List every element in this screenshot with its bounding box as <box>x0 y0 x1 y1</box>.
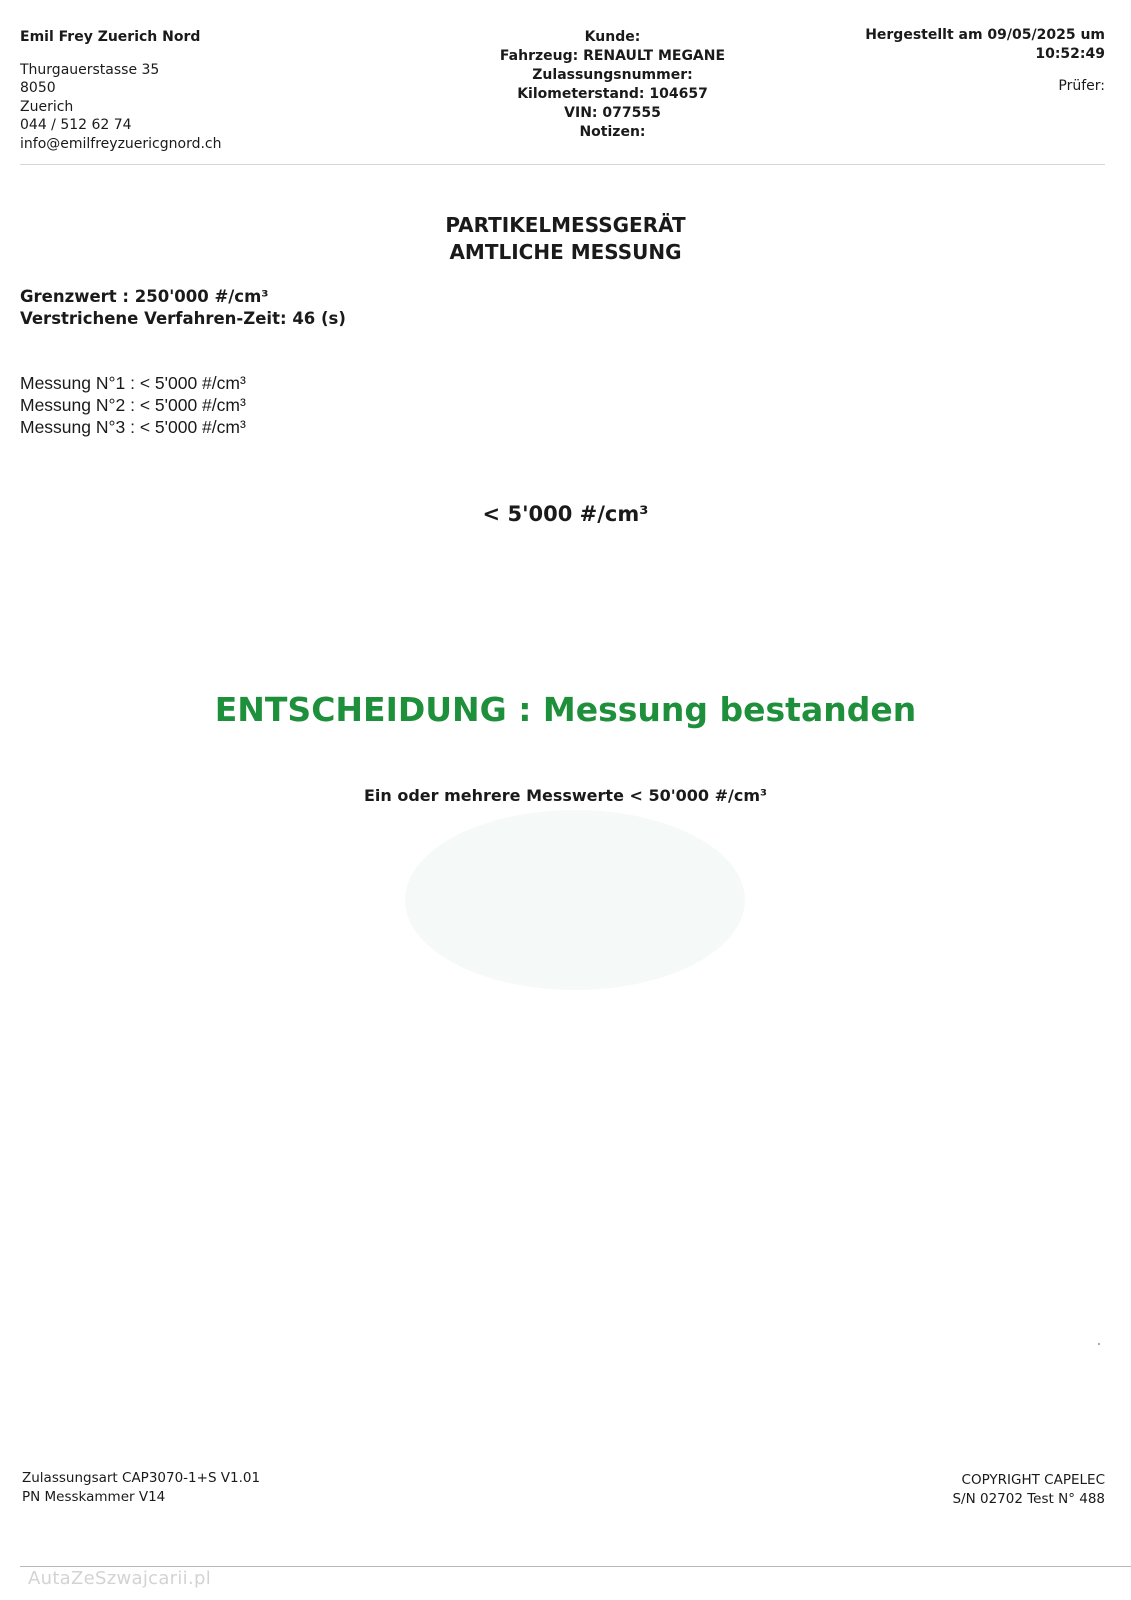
measurement-item: Messung N°1 : < 5'000 #/cm³ <box>20 373 246 393</box>
notes-label: Notizen: <box>579 124 646 140</box>
document-title <box>0 212 1131 266</box>
title-line-1: PARTIKELMESSGERÄT <box>445 213 686 237</box>
faint-stamp-image <box>405 810 745 990</box>
footer-left-block <box>22 1469 260 1507</box>
inspector-label: Prüfer: <box>1058 78 1105 94</box>
vehicle-model: Fahrzeug: RENAULT MEGANE <box>499 48 726 64</box>
result-value: < 5'000 #/cm³ <box>482 502 649 526</box>
created-date: Hergestellt am 09/05/2025 um <box>865 27 1105 43</box>
vehicle-info-block <box>455 28 770 142</box>
email-address: info@emilfreyzuericgnord.ch <box>20 135 222 152</box>
registration-number: Zulassungsnummer: <box>532 67 693 83</box>
address-city: Zuerich <box>20 98 74 115</box>
company-name: Emil Frey Zuerich Nord <box>20 29 201 45</box>
company-address-block <box>20 28 221 153</box>
customer-label: Kunde: <box>584 29 641 45</box>
title-line-2: AMTLICHE MESSUNG <box>449 240 682 264</box>
report-meta-block <box>865 26 1105 96</box>
mileage: Kilometerstand: 104657 <box>517 86 708 102</box>
elapsed-time: Verstrichene Verfahren-Zeit: 46 (s) <box>20 309 346 328</box>
serial-number: S/N 02702 Test N° 488 <box>952 1491 1105 1507</box>
created-time: 10:52:49 <box>1035 45 1105 62</box>
decision-text: ENTSCHEIDUNG : Messung bestanden <box>214 690 917 729</box>
address-zip: 8050 <box>20 80 56 96</box>
header-divider <box>20 164 1105 165</box>
address-street: Thurgauerstasse 35 <box>20 61 160 78</box>
phone-number: 044 / 512 62 74 <box>20 117 132 133</box>
scan-speck <box>1098 1343 1100 1345</box>
limit-value: Grenzwert : 250'000 #/cm³ <box>20 287 269 306</box>
limits-block <box>20 286 346 330</box>
measurement-item: Messung N°3 : < 5'000 #/cm³ <box>20 417 246 437</box>
approval-type: Zulassungsart CAP3070-1+S V1.01 <box>22 1470 261 1486</box>
decision-note: Ein oder mehrere Messwerte < 50'000 #/cm³ <box>363 786 768 805</box>
measurement-chamber: PN Messkammer V14 <box>22 1489 166 1505</box>
measurement-item: Messung N°2 : < 5'000 #/cm³ <box>20 395 246 415</box>
vin: VIN: 077555 <box>564 105 661 121</box>
footer-divider <box>20 1566 1131 1567</box>
measurements-list <box>20 372 246 438</box>
watermark-text: AutaZeSzwajcarii.pl <box>28 1568 212 1589</box>
footer-right-block <box>952 1471 1105 1509</box>
copyright: COPYRIGHT CAPELEC <box>961 1472 1105 1488</box>
